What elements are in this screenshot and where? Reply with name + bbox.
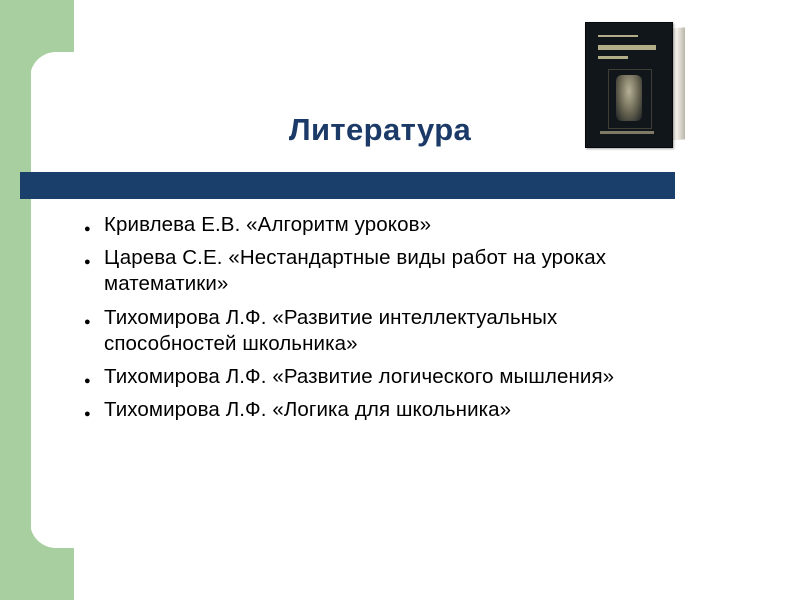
list-item	[84, 364, 684, 390]
list-item-label: Царева С.Е. «Нестандартные виды работ на уроках математики»	[104, 246, 607, 296]
list-item	[84, 245, 684, 297]
book-cover-text-line-2	[598, 56, 628, 59]
book-cover-title-line	[598, 45, 656, 50]
green-band-notch	[30, 52, 76, 548]
bullet-icon	[84, 305, 104, 328]
bullet-icon	[84, 397, 104, 420]
bullet-icon	[84, 212, 104, 235]
book-cover-text-line-1	[598, 35, 638, 37]
list-item-label: Тихомирова Л.Ф. «Развитие логического мышления»	[104, 365, 615, 389]
list-item-label: Тихомирова Л.Ф. «Развитие интеллектуальных способностей школьника»	[104, 305, 558, 355]
green-side-band	[0, 0, 74, 600]
list-item-label: Кривлева Е.В. «Алгоритм уроков»	[104, 213, 432, 236]
list-item	[84, 305, 684, 357]
bullet-list	[84, 212, 684, 431]
list-item	[84, 212, 684, 238]
list-item-label: Тихомирова Л.Ф. «Логика для школьника»	[104, 398, 512, 422]
list-item	[84, 397, 684, 423]
title-underline-bar	[20, 172, 675, 199]
green-band-edge	[0, 0, 31, 600]
bullet-icon	[84, 364, 104, 387]
bullet-icon	[84, 245, 104, 268]
page-title: Литература	[288, 112, 472, 147]
